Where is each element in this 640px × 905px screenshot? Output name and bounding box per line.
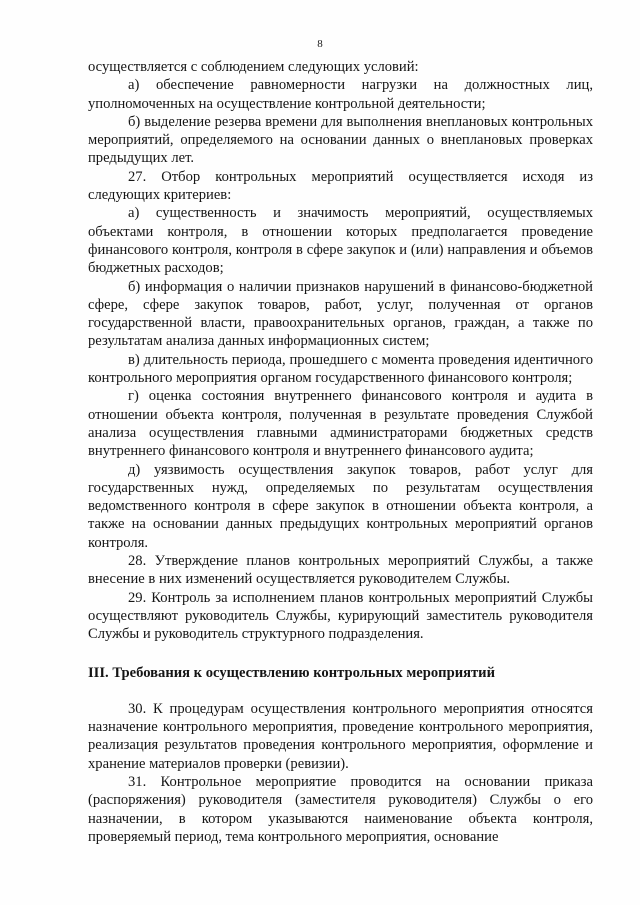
page-number: 8	[317, 38, 323, 50]
paragraph: а) существенность и значимость мероприятий, осуществляемых объектами контроля, в отношении которых предполагается проведение финансового контроля, контроля в сфере закупок и (или) направления и объемов бюджетных расходов;	[88, 205, 593, 277]
paragraph: в) длительность периода, прошедшего с момента проведения идентичного контрольного мероприятия органом государственного финансового контроля;	[88, 351, 593, 387]
paragraph: осуществляется с соблюдением следующих условий:	[88, 59, 419, 75]
paragraph: 29. Контроль за исполнением планов контрольных мероприятий Службы осуществляют руководитель Службы, курирующий заместитель руководителя Службы и руководитель структурного подразделения.	[88, 589, 593, 643]
paragraph: б) выделение резерва времени для выполнения внеплановых контрольных мероприятий, определяемого на основании данных о внеплановых проверках предыдущих лет.	[88, 113, 593, 167]
paragraph: 28. Утверждение планов контрольных мероприятий Службы, а также внесение в них изменений осуществляется руководителем Службы.	[88, 553, 593, 588]
paragraph: а) обеспечение равномерности нагрузки на должностных лиц, уполномоченных на осуществление контрольной деятельности;	[88, 77, 593, 112]
paragraph: г) оценка состояния внутреннего финансового контроля и аудита в отношении объекта контроля, полученная в результате проведения Службой анализа осуществления главными администраторами бюджетных средств внутреннего финансового контроля и внутреннего финансового аудита;	[88, 388, 593, 460]
paragraph: б) информация о наличии признаков нарушений в финансово-бюджетной сфере, сфере закупок товаров, работ, услуг, полученная от органов государственной власти, правоохранительных органов, граждан, а также по результатам анализа данных информационных систем;	[88, 278, 593, 350]
document-body	[88, 58, 593, 846]
section-heading: III. Требования к осуществлению контрольных мероприятий	[88, 664, 495, 681]
paragraph: 30. К процедурам осуществления контрольного мероприятия относятся назначение контрольного мероприятия, проведение контрольного мероприятия, реализация результатов проведения контрольного мероприятия, оформление и хранение материалов проверки (ревизии).	[88, 700, 593, 772]
paragraph: д) уязвимость осуществления закупок товаров, работ услуг для государственных нужд, определяемых по результатам осуществления ведомственного контроля в сфере закупок в отношении объекта контроля, а также на основании данных предыдущих контрольных мероприятий органов контроля.	[88, 461, 593, 551]
paragraph: 31. Контрольное мероприятие проводится на основании приказа (распоряжения) руководителя (заместителя руководителя) Службы о его назначении, в котором указываются наименование объекта контроля, проверяемый период, тема контрольного мероприятия, основание	[88, 773, 593, 845]
paragraph: 27. Отбор контрольных мероприятий осуществляется исходя из следующих критериев:	[88, 168, 593, 204]
